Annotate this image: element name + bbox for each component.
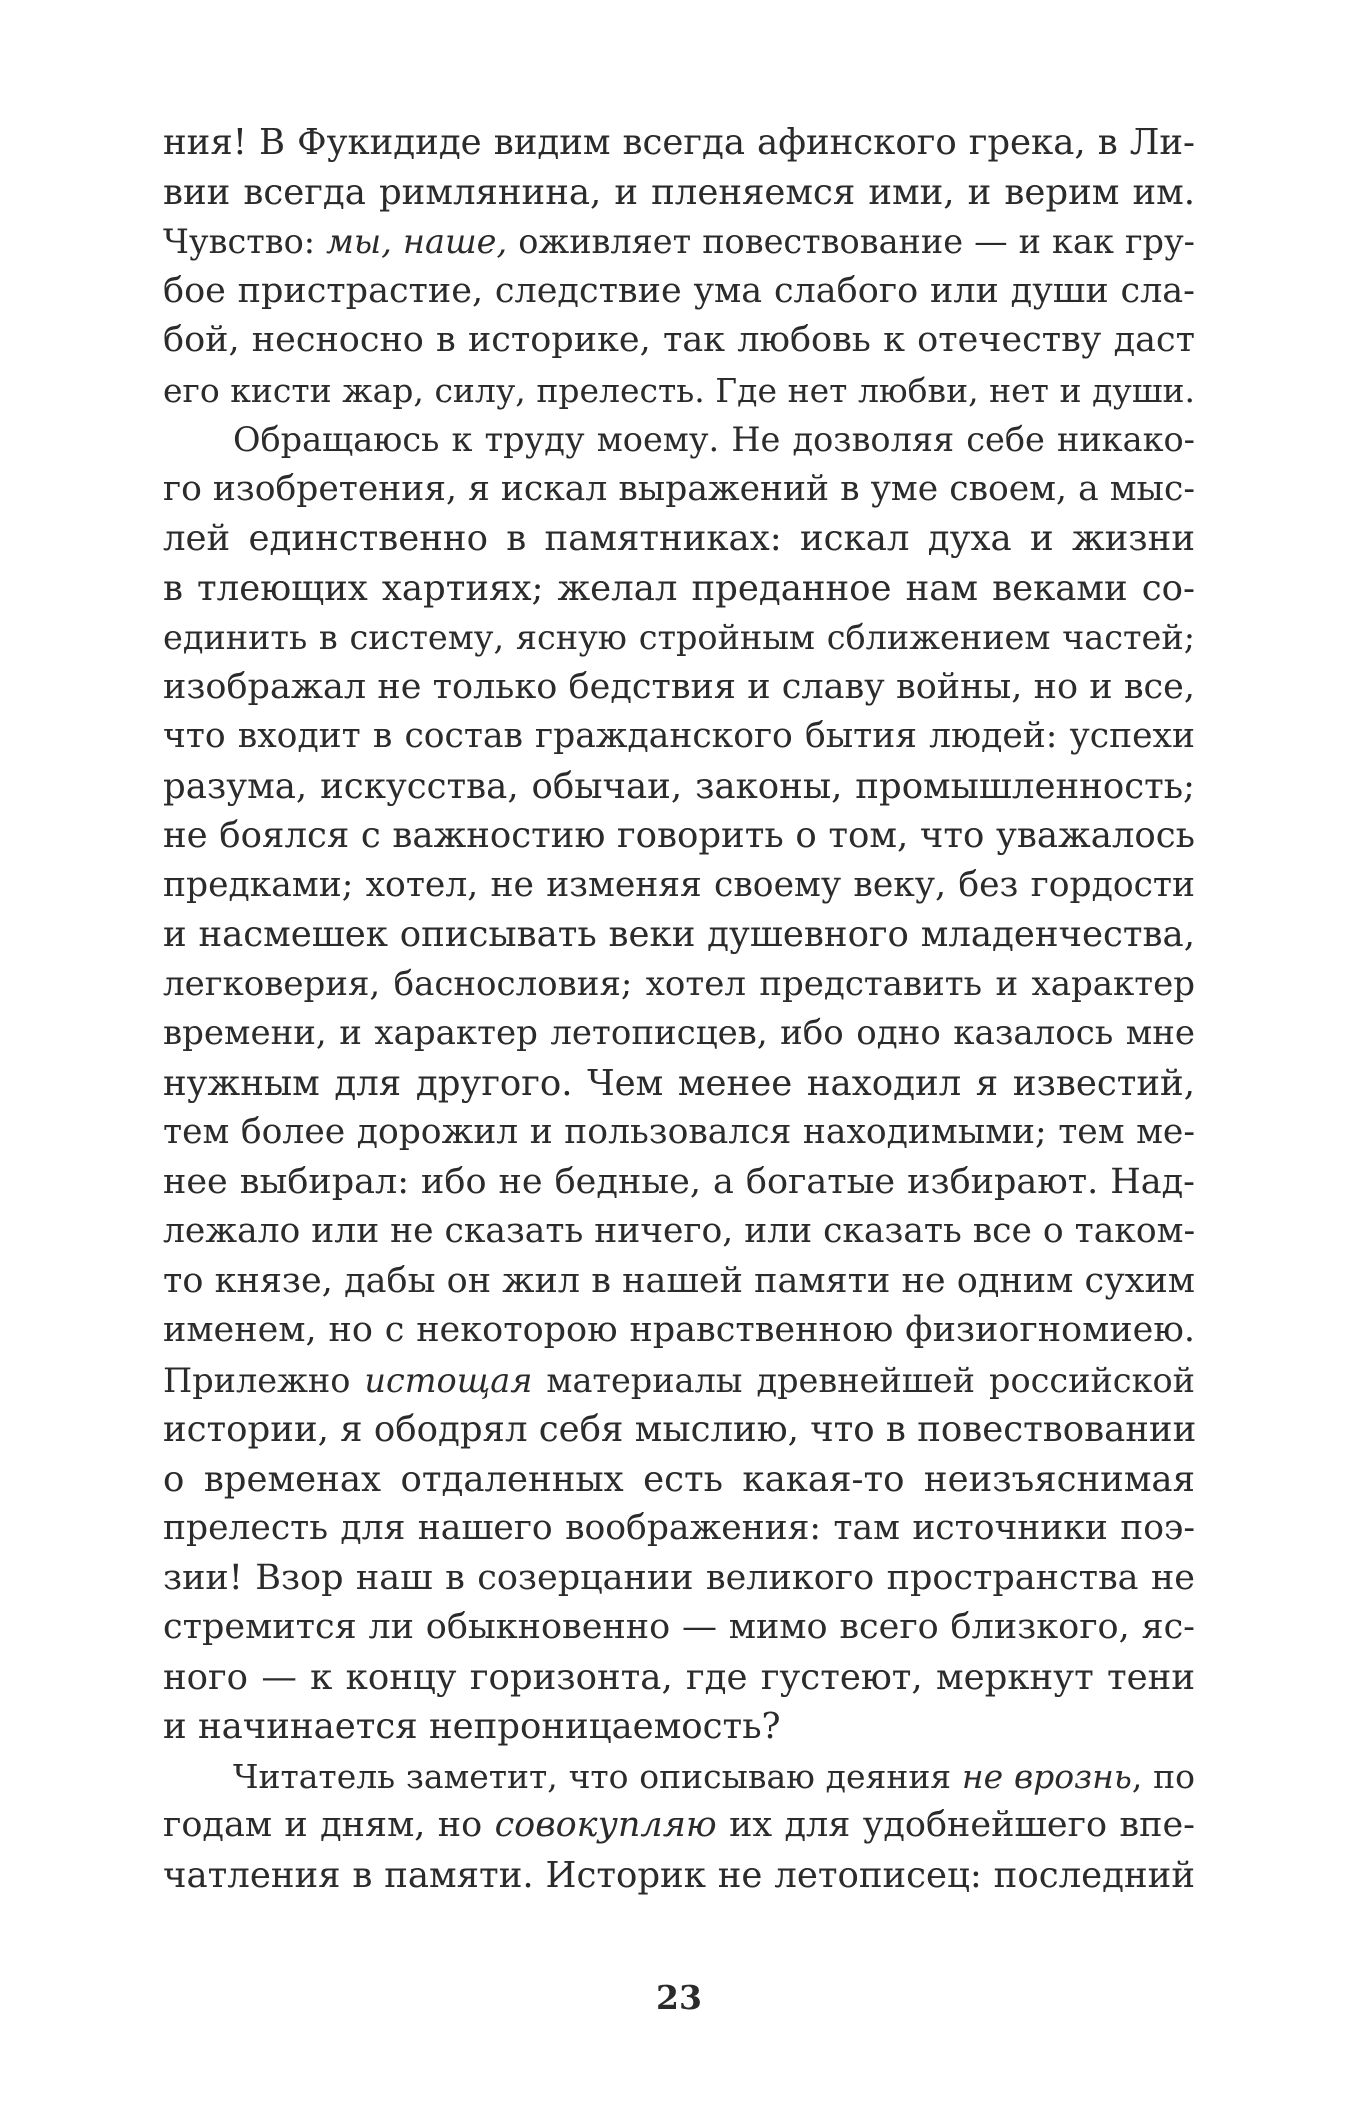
text-line: не боялся с важностию говорить о том, что уважалось <box>163 815 1195 856</box>
text-line: изображал не только бедствия и славу войны, но и все, <box>163 666 1195 707</box>
text-line <box>163 1752 1195 1802</box>
italic-text: истощая <box>364 1360 533 1400</box>
text-line: легковерия, баснословия; хотел представить и характер <box>163 963 1195 1004</box>
text-line: и начинается непроницаемость? <box>163 1706 781 1747</box>
text-line: предками; хотел, не изменяя своему веку, без гордости <box>163 864 1195 905</box>
text-line: Обращаюсь к труду моему. Не дозволяя себе никако- <box>233 420 1195 459</box>
text-line: стремится ли обыкновенно — мимо всего близкого, яс- <box>163 1607 1195 1647</box>
text-line: нее выбирал: ибо не бедные, а богатые избирают. Над- <box>163 1161 1195 1202</box>
text-line: его кисти жар, силу, прелесть. Где нет любви, нет и души. <box>163 370 1195 410</box>
text-line: в тлеющих хартиях; желал преданное нам веками со- <box>163 567 1195 609</box>
page-number: 23 <box>656 1978 702 2017</box>
text-line <box>163 217 1195 267</box>
text-line: вии всегда римлянина, и пленяемся ими, и верим им. <box>163 171 1195 213</box>
text-line: лежало или не сказать ничего, или сказать все о таком- <box>163 1211 1196 1251</box>
text-line: разума, искусства, обычаи, законы, промышленность; <box>163 765 1195 807</box>
text-line: прелесть для нашего воображения: там источники поэ- <box>163 1508 1195 1548</box>
text-line: истории, я ободрял себя мыслию, что в повествовании <box>163 1409 1197 1450</box>
text-line: времени, и характер летописцев, ибо одно казалось мне <box>163 1013 1195 1053</box>
text-line: ния! В Фукидиде видим всегда афинского грека, в Ли- <box>163 122 1195 163</box>
text-line <box>163 1801 1195 1851</box>
italic-text: не врознь <box>961 1756 1132 1796</box>
text-run: Прилежно <box>163 1360 365 1400</box>
text-line <box>163 1356 1195 1406</box>
text-run: , по <box>1131 1756 1195 1796</box>
text-line: что входит в состав гражданского бытия людей: успехи <box>163 716 1195 756</box>
text-line: го изобретения, я искал выражений в уме своем, а мыс- <box>163 468 1195 509</box>
body-text <box>163 118 1195 1900</box>
text-line: бое пристрастие, следствие ума слабого или души сла- <box>163 270 1195 311</box>
text-line: лей единственно в памятниках: искал духа и жизни <box>163 518 1195 559</box>
text-line: то князе, дабы он жил в нашей памяти не одним сухим <box>163 1260 1195 1301</box>
text-line: о временах отдаленных есть какая-то неизъяснимая <box>163 1458 1195 1500</box>
text-line: чатления в памяти. Историк не летописец: последний <box>163 1854 1195 1896</box>
text-line: единить в систему, ясную стройным сближением частей; <box>163 618 1195 657</box>
text-run: годам и дням, но <box>163 1805 495 1845</box>
text-line: зии! Взор наш в созерцании великого пространства не <box>163 1557 1195 1598</box>
text-line: именем, но с некоторою нравственною физиогномиею. <box>163 1310 1195 1350</box>
text-run: материалы древнейшей российской <box>532 1360 1196 1400</box>
text-run: оживляет повествование — и как гру- <box>507 222 1195 261</box>
text-run: их для удобнейшего впе- <box>716 1805 1195 1845</box>
italic-text: мы, наше, <box>326 222 508 261</box>
text-line: и насмешек описывать веки душевного младенчества, <box>163 914 1195 955</box>
text-line: ного — к концу горизонта, где густеют, меркнут тени <box>163 1656 1195 1698</box>
text-line: нужным для другого. Чем менее находил я известий, <box>163 1062 1195 1104</box>
text-line: бой, несносно в историке, так любовь к отечеству даст <box>163 320 1195 360</box>
text-line: тем более дорожил и пользовался находимыми; тем ме- <box>163 1112 1195 1152</box>
text-run: Чувство: <box>163 222 327 261</box>
text-run: Читатель заметит, что описываю деяния <box>233 1756 962 1796</box>
italic-text: совокупляю <box>494 1805 717 1845</box>
